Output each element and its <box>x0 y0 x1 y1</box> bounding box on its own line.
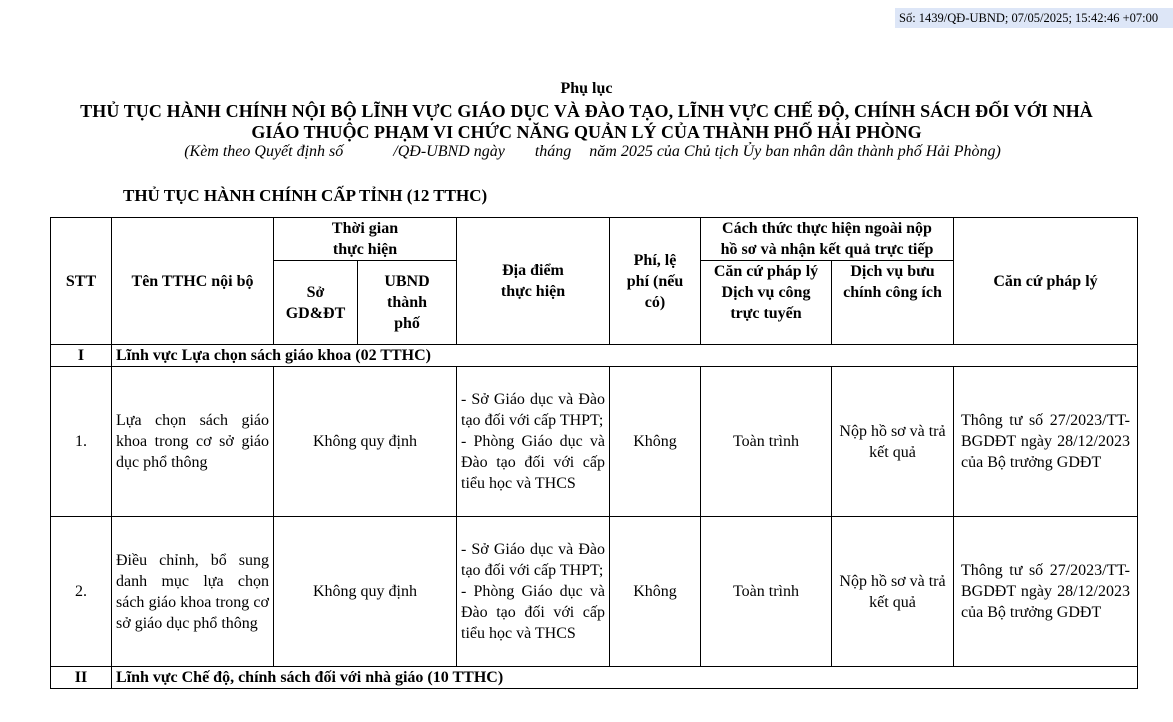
row-legal: Thông tư số 27/2023/TT-BGDĐT ngày 28/12/2023 của Bộ trưởng GDĐT <box>954 517 1138 667</box>
row-fee: Không <box>610 517 701 667</box>
procedures-table <box>50 217 1138 689</box>
table-row <box>51 517 1138 667</box>
col-header-legal: Căn cứ pháp lý <box>954 218 1138 345</box>
subtitle-part-d: năm 2025 của Chủ tịch Ủy ban nhân dân thành phố Hải Phòng) <box>589 143 1001 160</box>
document-title-line-2: GIÁO THUỘC PHẠM VI CHỨC NĂNG QUẢN LÝ CỦA THÀNH PHỐ HẢI PHÒNG <box>251 122 922 142</box>
row-legal: Thông tư số 27/2023/TT-BGDĐT ngày 28/12/2023 của Bộ trưởng GDĐT <box>954 367 1138 517</box>
row-location: - Sở Giáo dục và Đào tạo đối với cấp THPT; - Phòng Giáo dục và Đào tạo đối với cấp tiểu học và THCS <box>457 367 610 517</box>
col-header-time-city: UBND thành phố <box>358 261 457 345</box>
row-online: Toàn trình <box>701 367 832 517</box>
row-name: Lựa chọn sách giáo khoa trong cơ sở giáo dục phổ thông <box>112 367 274 517</box>
section-name: Lĩnh vực Chế độ, chính sách đối với nhà giáo (10 TTHC) <box>112 667 1138 689</box>
section-number: I <box>51 345 112 367</box>
subtitle-part-b: /QĐ-UBND ngày <box>393 143 505 160</box>
row-time: Không quy định <box>274 517 457 667</box>
subtitle-part-a: (Kèm theo Quyết định số <box>184 143 344 160</box>
section-number: II <box>51 667 112 689</box>
col-header-method-post: Dịch vụ bưu chính công ích <box>832 261 954 345</box>
digital-signature-stamp: Số: 1439/QĐ-UBND; 07/05/2025; 15:42:46 +07:00 <box>895 8 1173 28</box>
row-location: - Sở Giáo dục và Đào tạo đối với cấp THPT; - Phòng Giáo dục và Đào tạo đối với cấp tiểu học và THCS <box>457 517 610 667</box>
document-title-line-1: THỦ TỤC HÀNH CHÍNH NỘI BỘ LĨNH VỰC GIÁO DỤC VÀ ĐÀO TẠO, LĨNH VỰC CHẾ ĐỘ, CHÍNH SÁCH ĐỐI VỚI NHÀ <box>80 101 1093 121</box>
row-time: Không quy định <box>274 367 457 517</box>
appendix-label: Phụ lục <box>560 80 613 97</box>
row-stt: 2. <box>51 517 112 667</box>
col-header-location: Địa điểm thực hiện <box>457 218 610 345</box>
row-name: Điều chỉnh, bổ sung danh mục lựa chọn sách giáo khoa trong cơ sở giáo dục phổ thông <box>112 517 274 667</box>
row-post: Nộp hồ sơ và trả kết quả <box>832 517 954 667</box>
section-name: Lĩnh vực Lựa chọn sách giáo khoa (02 TTHC) <box>112 345 1138 367</box>
row-stt: 1. <box>51 367 112 517</box>
section-row <box>51 667 1138 689</box>
section-row <box>51 345 1138 367</box>
row-fee: Không <box>610 367 701 517</box>
document-subtitle <box>0 143 1173 161</box>
subtitle-part-c: tháng <box>534 143 572 160</box>
col-header-method-online: Căn cứ pháp lý Dịch vụ công trực tuyến <box>701 261 832 345</box>
col-header-stt: STT <box>51 218 112 345</box>
col-header-fee: Phí, lệ phí (nếu có) <box>610 218 701 345</box>
row-post: Nộp hồ sơ và trả kết quả <box>832 367 954 517</box>
table-row <box>51 367 1138 517</box>
section-title: THỦ TỤC HÀNH CHÍNH CẤP TỈNH (12 TTHC) <box>123 186 488 205</box>
col-header-name: Tên TTHC nội bộ <box>112 218 274 345</box>
col-header-method: Cách thức thực hiện ngoài nộp hồ sơ và nhận kết quả trực tiếp <box>701 218 954 261</box>
col-header-time-dept: Sở GD&ĐT <box>274 261 358 345</box>
row-online: Toàn trình <box>701 517 832 667</box>
table-header-row-1 <box>51 218 1138 261</box>
col-header-time: Thời gian thực hiện <box>274 218 457 261</box>
